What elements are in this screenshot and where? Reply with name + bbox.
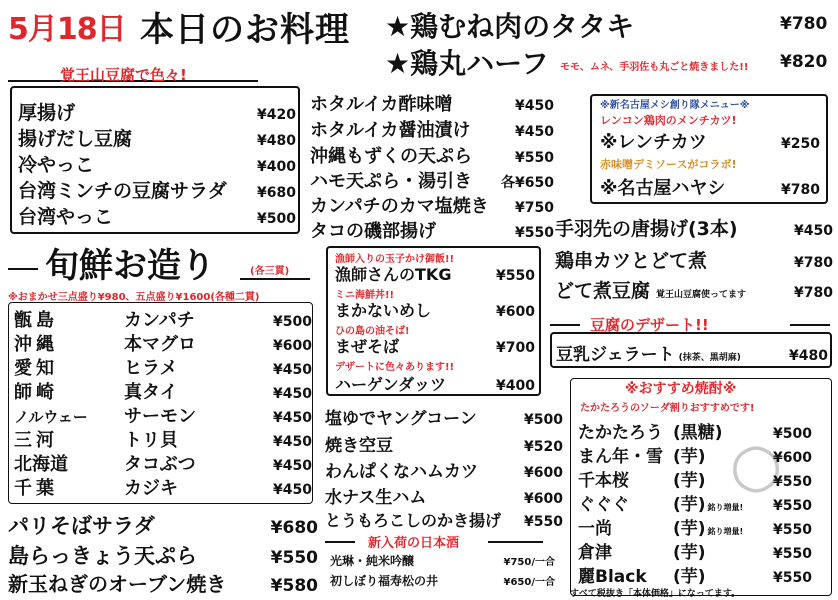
- item-name: 鶏串カツとどて煮: [555, 250, 708, 272]
- item-price: ¥500: [524, 412, 563, 428]
- item-price: ¥450: [273, 434, 312, 450]
- item-price: ¥420: [257, 107, 296, 123]
- item-name: ホタルイカ酢味噌: [310, 94, 453, 115]
- item-price: 各¥650: [501, 175, 554, 191]
- item-name: 手羽先の唐揚げ(3本): [555, 218, 738, 240]
- list-item: [310, 217, 554, 243]
- origin: 北海道: [14, 454, 68, 475]
- logo-watermark: ○: [730, 430, 783, 500]
- item-name: わんぱくなハムカツ: [325, 462, 478, 482]
- special-item-price: ¥820: [780, 52, 828, 72]
- item-price: ¥500: [273, 314, 312, 330]
- item-note: 覚王山豆腐使ってます: [656, 290, 747, 300]
- item-name: 台湾ミンチの豆腐サラダ: [18, 180, 227, 202]
- item-name: ※レンチカツ: [600, 132, 707, 153]
- item-name: 一尚: [578, 519, 612, 539]
- item-name: まぜそば: [335, 337, 400, 356]
- special-item-note: モモ、ムネ、手羽佐も丸ごと焼きました!!: [560, 62, 749, 73]
- list-item: [325, 508, 563, 531]
- list-item: [335, 334, 535, 357]
- item-price: ¥580: [270, 576, 318, 596]
- list-item: [555, 214, 833, 241]
- item-name: 漁師さんのTKG: [335, 265, 452, 284]
- fish: タコぶつ: [124, 454, 196, 475]
- list-item: [8, 540, 318, 570]
- item-price: ¥550: [515, 225, 554, 241]
- item-price: ¥450: [273, 386, 312, 402]
- origin: 甑島: [14, 310, 58, 331]
- list-item: [310, 116, 554, 142]
- item-price: ¥550: [515, 150, 554, 166]
- fish: ヒラメ: [124, 358, 178, 379]
- item-name: どて煮豆腐: [555, 280, 651, 302]
- page-title: 本日のお料理: [140, 10, 350, 50]
- item-price: ¥600: [273, 338, 312, 354]
- fish: 本マグロ: [124, 334, 196, 355]
- item-price: ¥500: [773, 426, 812, 442]
- sashimi-note: ※おまかせ三点盛り¥980、五点盛り¥1600(各種二貫): [8, 292, 260, 303]
- item-name: 麗Black: [578, 567, 647, 587]
- item-price: ¥550: [496, 268, 535, 284]
- item-price: ¥500: [257, 211, 296, 227]
- list-item: [14, 354, 312, 380]
- list-item: [14, 474, 312, 500]
- item-price: ¥750: [515, 200, 554, 216]
- item-name: 厚揚げ: [18, 102, 76, 124]
- item-type: (芋): [673, 567, 706, 587]
- fish: トリ貝: [124, 430, 178, 451]
- item-name: 台湾やっこ: [18, 206, 114, 228]
- item-price: ¥780: [794, 285, 833, 301]
- origin: 沖縄: [14, 334, 58, 355]
- item-price: ¥600: [496, 304, 535, 320]
- item-price: ¥650/一合: [503, 577, 555, 588]
- list-item: [335, 262, 535, 285]
- item-name: 島らっきょう天ぷら: [8, 544, 197, 568]
- list-item: [325, 483, 563, 508]
- list-item: [578, 514, 812, 539]
- list-item: [310, 90, 554, 116]
- list-item: [578, 562, 812, 587]
- item-note: 銘り増量!: [707, 527, 744, 536]
- item-price: ¥250: [781, 136, 820, 152]
- list-item: [330, 572, 555, 589]
- list-item: [14, 378, 312, 404]
- item-name: たかたろう: [578, 423, 663, 443]
- item-name: ※名古屋ハヤシ: [600, 178, 726, 199]
- item-price: ¥550: [773, 570, 812, 586]
- item-name: 焼き空豆: [325, 436, 393, 456]
- item-name: 千本桜: [578, 471, 629, 491]
- fish: カンパチ: [124, 310, 195, 331]
- list-item: [8, 568, 318, 597]
- tofu-section-title: 覚王山豆腐で色々!: [60, 66, 187, 84]
- item-price: ¥680: [257, 185, 296, 201]
- item-price: ¥550: [773, 546, 812, 562]
- nagoya-section-title: ※新名古屋メシ創り隊メニュー※: [600, 100, 750, 111]
- list-item: [18, 150, 296, 177]
- item-note: 銘り増量!: [707, 503, 744, 512]
- item-price: ¥600: [773, 450, 812, 466]
- special-item-name: ★鶏丸ハーフ: [385, 47, 549, 80]
- list-item: [8, 510, 318, 540]
- item-name: 光琳・純米吟醸: [330, 554, 415, 568]
- item-price: ¥550: [524, 514, 563, 530]
- item-name: タコの磯部揚げ: [310, 221, 436, 242]
- sake-section-title: 新入荷の日本酒: [368, 536, 460, 551]
- item-price: ¥550: [773, 474, 812, 490]
- list-item: [578, 490, 812, 515]
- item-name: ぐぐぐ: [578, 495, 629, 515]
- item-price: ¥680: [270, 518, 318, 538]
- list-item: [556, 340, 828, 365]
- origin: 愛知: [14, 358, 58, 379]
- list-item: [18, 176, 296, 203]
- list-item: [325, 457, 563, 482]
- item-price: ¥450: [794, 223, 833, 239]
- origin: 三河: [14, 430, 58, 451]
- list-item: [578, 538, 812, 563]
- item-price: ¥700: [496, 340, 535, 356]
- item-name: ホタルイカ醤油漬け: [310, 120, 471, 141]
- item-price: ¥450: [515, 98, 554, 114]
- list-item: [325, 431, 563, 456]
- item-name: カンパチのカマ塩焼き: [310, 196, 489, 217]
- item-price: ¥450: [273, 410, 312, 426]
- item-price: ¥450: [273, 362, 312, 378]
- item-type: (黒糖): [673, 423, 723, 443]
- fish: カジキ: [124, 478, 178, 499]
- list-item: [578, 466, 812, 491]
- list-item: [18, 124, 296, 151]
- item-name: ハーゲンダッツ: [335, 375, 447, 394]
- list-item: [600, 128, 820, 154]
- item-price: ¥450: [515, 124, 554, 140]
- shochu-section-title: ※おすすめ焼酎※: [625, 381, 737, 397]
- item-price: ¥450: [273, 458, 312, 474]
- menu-date: 5月18日: [8, 12, 126, 47]
- item-note: (抹茶、黒胡麻): [678, 353, 741, 363]
- item-price: ¥480: [257, 133, 296, 149]
- fish: 真タイ: [124, 382, 178, 403]
- list-item: [14, 402, 312, 428]
- list-item: [335, 298, 535, 321]
- item-price: ¥780: [781, 182, 820, 198]
- origin: ノルウェー: [14, 408, 88, 426]
- item-name: まかないめし: [335, 301, 432, 320]
- list-item: [14, 426, 312, 452]
- list-item: [335, 372, 535, 395]
- dessert-section-title: 豆腐のデザート!!: [590, 316, 709, 334]
- list-item: [310, 142, 554, 168]
- item-price: ¥780: [794, 255, 833, 271]
- nagoya-note: 赤味噌デミソースがコラボ!: [600, 158, 737, 171]
- item-type: (芋): [673, 495, 706, 515]
- rice-note: ひの島の油そば!: [335, 326, 410, 337]
- item-name: とうもろこしのかき揚げ: [325, 511, 502, 530]
- origin: 千葉: [14, 478, 58, 499]
- special-item-name: ★鶏むね肉のタタキ: [385, 10, 635, 43]
- item-name: 沖縄もずくの天ぷら: [310, 146, 472, 167]
- list-item: [14, 306, 312, 332]
- rice-note: 漁師入りの玉子かけ御飯!!: [335, 254, 455, 265]
- list-item: [555, 276, 833, 303]
- list-item: [310, 192, 554, 218]
- nagoya-note: レンコン鶏肉のメンチカツ!: [600, 114, 737, 127]
- item-type: (芋): [673, 471, 706, 491]
- item-name: 冷やっこ: [18, 154, 95, 176]
- item-type: (芋): [673, 519, 706, 539]
- item-price: ¥550: [773, 522, 812, 538]
- list-item: [325, 404, 563, 429]
- fish: サーモン: [124, 406, 196, 427]
- list-item: [310, 167, 554, 193]
- item-price: ¥550: [773, 498, 812, 514]
- item-price: ¥600: [524, 465, 563, 481]
- item-name: 揚げだし豆腐: [18, 128, 133, 150]
- item-name: 水ナス生ハム: [325, 488, 427, 508]
- item-name: ハモ天ぷら・湯引き: [310, 171, 472, 192]
- item-price: ¥550: [270, 548, 318, 568]
- item-name: 豆乳ジェラート: [556, 345, 675, 365]
- item-price: ¥450: [273, 482, 312, 498]
- item-price: ¥400: [496, 378, 535, 394]
- item-price: ¥480: [789, 348, 828, 364]
- sashimi-section-title: 旬鮮お造り: [45, 246, 215, 286]
- item-price: ¥400: [257, 159, 296, 175]
- item-price: ¥750/一合: [503, 557, 555, 568]
- rice-note: ミニ海鮮丼!!: [335, 290, 395, 301]
- list-item: [330, 552, 555, 569]
- sashimi-subtitle: (各三貫): [250, 266, 290, 277]
- list-item: [14, 330, 312, 356]
- item-name: 倉津: [578, 543, 612, 563]
- list-item: [18, 98, 296, 125]
- item-name: 初しぼり福寿松の井: [330, 574, 439, 588]
- shochu-note: たかたろうのソーダ割りおすすめです!: [580, 403, 755, 414]
- item-name: まん年・雪: [578, 447, 663, 467]
- item-name: パリそばサラダ: [8, 514, 155, 538]
- list-item: [578, 418, 812, 443]
- item-price: ¥600: [524, 491, 563, 507]
- origin: 師崎: [14, 382, 58, 403]
- rice-note: デザートに色々あります!!: [335, 362, 455, 373]
- list-item: [18, 202, 296, 229]
- item-name: 塩ゆでヤングコーン: [325, 409, 477, 429]
- item-price: ¥520: [524, 439, 563, 455]
- list-item: [600, 174, 820, 200]
- special-item-price: ¥780: [780, 14, 828, 34]
- item-type: (芋): [673, 447, 706, 467]
- tax-footer: すべて税抜き「本体価格」になってます。: [570, 589, 741, 599]
- item-name: 新玉ねぎのオーブン焼き: [8, 572, 227, 596]
- list-item: [14, 450, 312, 476]
- list-item: [578, 442, 812, 467]
- item-type: (芋): [673, 543, 706, 563]
- list-item: [555, 246, 833, 273]
